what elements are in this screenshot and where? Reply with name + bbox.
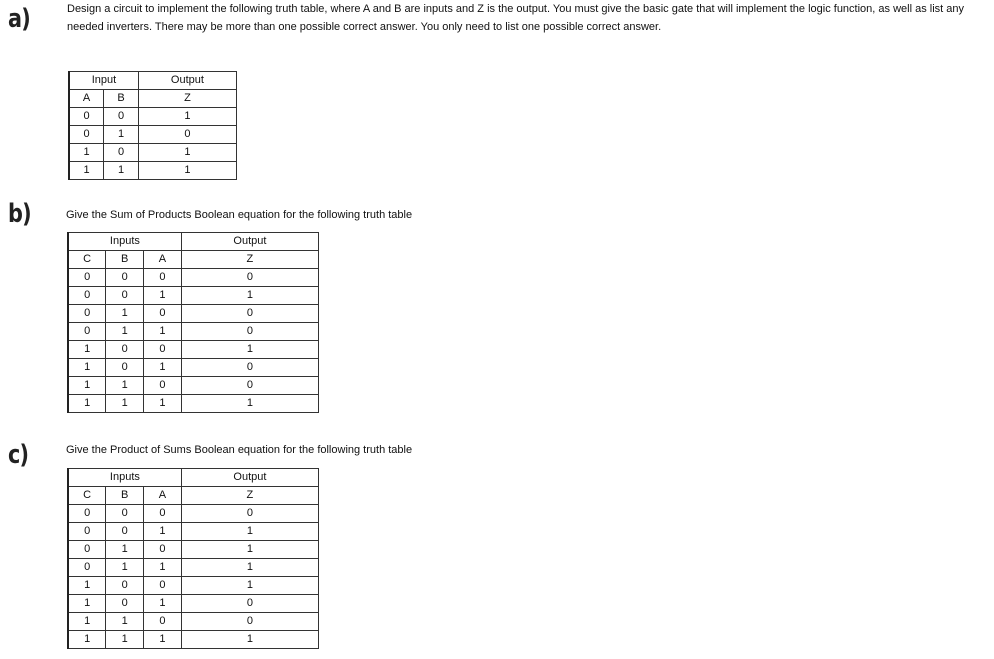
table-cell: 0 [181,305,318,323]
table-cell: 0 [106,341,144,359]
table-cell: 0 [144,541,182,559]
table-cell: 1 [68,377,106,395]
table-cell: 1 [68,395,106,413]
table-cell: 1 [68,613,106,631]
table-cell: 1 [144,287,182,305]
question-a-line2: needed inverters. There may be more than one possible correct answer. You only need to list one possible correct answer. [67,21,662,33]
output-header: Output [181,469,318,487]
table-cell: 0 [144,377,182,395]
table-cell: 1 [181,523,318,541]
table-cell: 0 [68,269,106,287]
table-row [68,305,319,323]
col-b: B [106,487,144,505]
inputs-header: Inputs [68,469,181,487]
table-cell: 1 [104,162,139,180]
table-header-row [68,233,319,251]
table-cell: 0 [181,505,318,523]
table-cell: 1 [144,395,182,413]
table-cell: 1 [181,559,318,577]
table-cell: 1 [68,595,106,613]
table-cell: 0 [68,523,106,541]
table-cell: 1 [106,613,144,631]
table-cell: 0 [181,595,318,613]
table-cell: 0 [69,126,104,144]
table-cell: 0 [68,505,106,523]
table-row [68,613,319,631]
question-a-line1: Design a circuit to implement the following truth table, where A and B are inputs and Z is the output. You must give the basic gate that will implement the logic function, as well as list any [67,3,964,15]
table-cell: 1 [181,341,318,359]
col-a: A [144,487,182,505]
table-cell: 1 [68,631,106,649]
table-cell: 0 [181,613,318,631]
table-cell: 0 [144,341,182,359]
table-cell: 0 [144,577,182,595]
table-row [68,577,319,595]
table-cell: 0 [106,287,144,305]
table-cell: 0 [69,108,104,126]
table-cell: 0 [106,505,144,523]
table-row [68,323,319,341]
truth-table-c [67,468,319,649]
table-cell: 0 [104,108,139,126]
table-cell: 0 [144,305,182,323]
inputs-header: Inputs [68,233,181,251]
table-cell: 1 [144,323,182,341]
table-cell: 1 [106,541,144,559]
table-cell: 1 [181,577,318,595]
table-cell: 0 [106,359,144,377]
table-header-row [69,72,237,90]
col-c: C [68,487,106,505]
table-row [68,631,319,649]
table-column-row [69,90,237,108]
table-row [69,126,237,144]
table-row [68,595,319,613]
table-cell: 1 [106,559,144,577]
table-cell: 0 [144,613,182,631]
table-cell: 1 [181,395,318,413]
table-cell: 1 [106,305,144,323]
col-z: Z [181,487,318,505]
table-row [68,541,319,559]
table-row [68,523,319,541]
table-cell: 1 [69,162,104,180]
table-row [68,559,319,577]
table-row [68,395,319,413]
table-cell: 1 [181,287,318,305]
table-cell: 0 [144,505,182,523]
question-b-prompt: Give the Sum of Products Boolean equation for the following truth table [66,209,413,221]
table-cell: 0 [104,144,139,162]
table-row [68,359,319,377]
col-a: A [144,251,182,269]
table-header-row [68,469,319,487]
truth-table-a [68,71,237,180]
table-row [68,341,319,359]
table-cell: 1 [144,523,182,541]
table-cell: 1 [181,631,318,649]
table-cell: 0 [106,269,144,287]
table-cell: 1 [68,577,106,595]
table-cell: 1 [106,395,144,413]
truth-table-b [67,232,319,413]
table-cell: 0 [106,595,144,613]
table-row [69,108,237,126]
table-cell: 1 [181,541,318,559]
table-cell: 1 [144,559,182,577]
table-cell: 1 [138,162,236,180]
table-cell: 0 [106,523,144,541]
table-cell: 1 [144,631,182,649]
output-header: Output [181,233,318,251]
col-b: B [106,251,144,269]
table-cell: 0 [68,559,106,577]
table-cell: 0 [68,287,106,305]
table-cell: 0 [68,541,106,559]
table-cell: 1 [138,108,236,126]
table-cell: 1 [106,631,144,649]
table-cell: 0 [68,323,106,341]
table-row [68,269,319,287]
inputs-header: Input [69,72,138,90]
table-row [68,377,319,395]
table-cell: 1 [68,341,106,359]
table-cell: 1 [69,144,104,162]
table-cell: 1 [144,359,182,377]
col-z: Z [181,251,318,269]
table-row [69,144,237,162]
table-cell: 0 [138,126,236,144]
col-z: Z [138,90,236,108]
table-cell: 0 [181,323,318,341]
table-cell: 1 [104,126,139,144]
table-cell: 0 [106,577,144,595]
col-a: A [69,90,104,108]
table-cell: 1 [144,595,182,613]
section-b-label: b) [8,199,31,229]
col-b: B [104,90,139,108]
table-row [69,162,237,180]
table-row [68,287,319,305]
table-column-row [68,251,319,269]
question-c-prompt: Give the Product of Sums Boolean equation for the following truth table [66,444,413,456]
table-cell: 1 [68,359,106,377]
table-cell: 0 [68,305,106,323]
output-header: Output [138,72,236,90]
table-row [68,505,319,523]
table-column-row [68,487,319,505]
table-cell: 1 [106,323,144,341]
table-cell: 1 [138,144,236,162]
table-cell: 0 [181,359,318,377]
table-cell: 1 [106,377,144,395]
section-c-label: c) [8,440,29,470]
table-cell: 0 [181,269,318,287]
table-cell: 0 [181,377,318,395]
table-cell: 0 [144,269,182,287]
section-a-label: a) [8,4,30,34]
col-c: C [68,251,106,269]
